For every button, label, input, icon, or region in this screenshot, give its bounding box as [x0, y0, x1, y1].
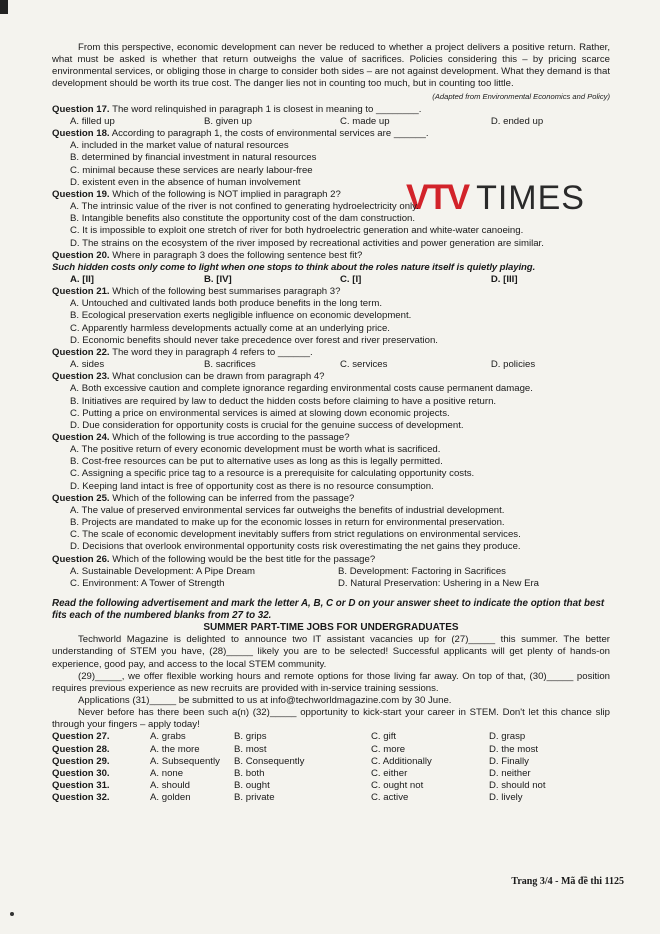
option: B. Initiatives are required by law to deduct the hidden costs before claiming to have a positive return.: [70, 395, 497, 407]
options-row: [70, 566, 610, 578]
option: B. most: [234, 743, 267, 755]
question-number: Question 27.: [52, 731, 110, 743]
page-footer: Trang 3/4 - Mã đề thi 1125: [511, 876, 624, 887]
option: B. both: [234, 767, 265, 779]
question-number: Question 29.: [52, 755, 110, 767]
option: C. services: [340, 359, 388, 371]
option: B. sacrifices: [204, 359, 256, 371]
question-number: Question 20.: [52, 249, 110, 261]
question-line: [52, 189, 610, 201]
question-text: Which of the following is true according to the passage?: [112, 432, 350, 443]
option: D. Economic benefits should never take precedence over forest and river preservation.: [70, 334, 438, 346]
option: B. grips: [234, 731, 267, 743]
option: B. Ecological preservation exerts negligible influence on economic development.: [70, 310, 412, 322]
passage-source: (Adapted from Environmental Economics and Policy): [432, 91, 610, 101]
question-number: Question 21.: [52, 286, 110, 298]
option: D. neither: [489, 767, 531, 779]
question-text: Which of the following best summarises paragraph 3?: [112, 286, 341, 298]
question-line: [52, 432, 610, 444]
option: C. It is impossible to exploit one stretch of river for both hydroelectric generation and white-water canoeing.: [70, 225, 524, 237]
option: D. The strains on the ecosystem of the river imposed by recreational activities and power generation are similar.: [70, 237, 544, 249]
option: D. Natural Preservation: Ushering in a New Era: [338, 577, 540, 589]
option: A. The intrinsic value of the river is not confined to generating hydroelectricity only.: [70, 201, 419, 213]
reading-questions: [52, 104, 610, 590]
option: B. determined by financial investment in natural resources: [70, 152, 317, 164]
question-line: [52, 554, 610, 566]
cloze-question-row: [52, 768, 610, 780]
question-text: Which of the following is NOT implied in paragraph 2?: [112, 188, 341, 200]
option: D. Keeping land intact is free of opportunity cost as there is no resource consumption.: [70, 480, 434, 492]
option: D. ended up: [490, 115, 544, 127]
option: D. Decisions that overlook environmental opportunity costs risk overestimating the net gains they produce.: [70, 541, 521, 553]
option: C. made up: [340, 115, 390, 127]
corner-mark: [0, 0, 8, 14]
option: B. Development: Factoring in Sacrifices: [338, 565, 506, 577]
option: D. grasp: [489, 731, 526, 743]
option: D. existent even in the absence of human involvement: [70, 176, 301, 188]
question-line: [52, 347, 610, 359]
cloze-question-row: [52, 744, 610, 756]
question-number: Question 23.: [52, 371, 110, 383]
cloze-question-row: [52, 780, 610, 792]
question-text: Which of the following would be the best title for the passage?: [112, 553, 376, 565]
options-row: [70, 578, 610, 590]
advertisement-paragraph: Applications (31)_____ be submitted to us at info@techworldmagazine.com by 30 June.: [78, 694, 452, 706]
option: B. Intangible benefits also constitute the opportunity cost of the dam construction.: [70, 213, 416, 225]
option: B. Projects are mandated to make up for the economic losses in return for environmental preservation.: [70, 517, 505, 529]
passage-final-paragraph: From this perspective, economic development can never be reduced to whether a project delivers a positive return. Rather, what must be asked is whether that return outweighs the value of sacrifices. Policies considering this – by pricing scarce environmental services, or obliging those in charge to consider both sides – are not against development. What they demand is that development should be worth its true cost. The danger lies not in counting too much, but in counting too little.: [52, 42, 610, 90]
option: D. [III]: [490, 273, 518, 285]
logo-vtv: VTV: [406, 178, 469, 217]
advertisement-title: SUMMER PART-TIME JOBS FOR UNDERGRADUATES: [203, 622, 459, 634]
option: B. [IV]: [204, 273, 232, 285]
advertisement-paragraph: (29)_____, we offer flexible working hours and remote options for those living far away. On top of that, (30)_____ position requires previous experience as new recruits are provided with in-service training sessions.: [52, 670, 610, 694]
section-instruction: Read the following advertisement and mark the letter A, B, C or D on your answer sheet to indicate the option that best fits each of the numbered blanks from 27 to 32.: [52, 598, 605, 622]
advertisement-paragraph: Techworld Magazine is delighted to announce two IT assistant vacancies up for (27)_____ this summer. The better understanding of STEM you have, (28)_____ likely you are to be selected! Successful applicants will get plenty of hands-on experience, good pay, and access to the local STEM community.: [52, 634, 610, 670]
question-text: The word they in paragraph 4 refers to ______.: [112, 346, 313, 358]
option: A. should: [150, 780, 191, 792]
logo-times: TIMES: [476, 178, 585, 217]
option: D. should not: [489, 780, 546, 792]
options-row: [70, 359, 610, 371]
option: C. more: [371, 743, 406, 755]
advertisement-body: [52, 634, 610, 731]
inserted-sentence: Such hidden costs only come to light when one stops to think about the roles nature itself is quietly playing.: [52, 261, 536, 273]
cloze-question-row: [52, 792, 610, 804]
option: C. ought not: [371, 780, 424, 792]
question-number: Question 18.: [52, 128, 110, 140]
option: B. Cost-free resources can be put to alternative uses as long as this is legally permitted.: [70, 456, 443, 468]
question-line: [52, 371, 610, 383]
question-number: Question 28.: [52, 743, 110, 755]
option: D. Finally: [489, 755, 529, 767]
cloze-question-row: [52, 731, 610, 743]
option: A. golden: [150, 792, 191, 804]
option: A. [II]: [70, 273, 94, 285]
cloze-questions: [52, 731, 610, 804]
advertisement-paragraph: Never before has there been such a(n) (32)_____ opportunity to kick-start your career in STEM. Don't let this chance slip through your fingers – apply today!: [52, 707, 610, 731]
option: B. Consequently: [234, 755, 305, 767]
options-row: [70, 116, 610, 128]
option: A. included in the market value of natural resources: [70, 140, 289, 152]
question-number: Question 17.: [52, 103, 110, 115]
margin-dot: [10, 912, 14, 916]
question-number: Question 25.: [52, 492, 110, 504]
question-number: Question 22.: [52, 346, 110, 358]
question-text: What conclusion can be drawn from paragraph 4?: [112, 371, 325, 383]
option: A. Sustainable Development: A Pipe Dream: [70, 565, 256, 577]
exam-page: [52, 42, 610, 804]
option: D. Due consideration for opportunity costs is crucial for the genuine success of development.: [70, 419, 464, 431]
option: C. minimal because these services are nearly labour-free: [70, 164, 313, 176]
option: C. [I]: [340, 273, 362, 285]
question-number: Question 30.: [52, 767, 110, 779]
option: C. either: [371, 767, 408, 779]
option: C. active: [371, 792, 409, 804]
option: A. sides: [70, 359, 105, 371]
question-line: [52, 250, 610, 262]
option: B. ought: [234, 780, 270, 792]
cloze-question-row: [52, 756, 610, 768]
question-text: The word relinquished in paragraph 1 is closest in meaning to ________.: [112, 103, 422, 115]
option: A. The positive return of every economic development must be worth what is sacrificed.: [70, 444, 441, 456]
option: C. Environment: A Tower of Strength: [70, 577, 225, 589]
option: B. given up: [204, 115, 253, 127]
option: D. policies: [490, 359, 536, 371]
option: A. Both excessive caution and complete ignorance regarding environmental costs cause permanent damage.: [70, 383, 533, 395]
option: C. The scale of economic development inevitably suffers from strict regulations on environmental services.: [70, 529, 521, 541]
question-line: [52, 104, 610, 116]
question-text: Where in paragraph 3 does the following sentence best fit?: [112, 249, 363, 261]
option: D. lively: [489, 792, 523, 804]
option: A. The value of preserved environmental services far outweighs the benefits of industrial development.: [70, 504, 505, 516]
option: C. Additionally: [371, 755, 432, 767]
option: C. Assigning a specific price tag to a resource is a prerequisite for calculating opportunity costs.: [70, 468, 475, 480]
option: D. the most: [489, 743, 539, 755]
option: A. filled up: [70, 115, 115, 127]
option: A. grabs: [150, 731, 186, 743]
question-number: Question 32.: [52, 792, 110, 804]
question-text: Which of the following can be inferred from the passage?: [112, 492, 355, 504]
question-line: [52, 128, 610, 140]
option: A. the more: [150, 743, 200, 755]
question-line: [52, 286, 610, 298]
option: A. Subsequently: [150, 755, 220, 767]
options-row: [70, 274, 610, 286]
question-number: Question 31.: [52, 780, 110, 792]
option: C. Putting a price on environmental services is aimed at slowing down economic projects.: [70, 407, 450, 419]
question-line: [52, 493, 610, 505]
option: A. Untouched and cultivated lands both produce benefits in the long term.: [70, 298, 382, 310]
question-number: Question 24.: [52, 432, 110, 443]
question-number: Question 19.: [52, 188, 110, 200]
question-text: According to paragraph 1, the costs of environmental services are ______.: [111, 128, 429, 140]
option: C. gift: [371, 731, 397, 743]
option: A. none: [150, 767, 184, 779]
question-number: Question 26.: [52, 553, 110, 565]
option: C. Apparently harmless developments actually come at an underlying price.: [70, 322, 390, 334]
option: B. private: [234, 792, 275, 804]
